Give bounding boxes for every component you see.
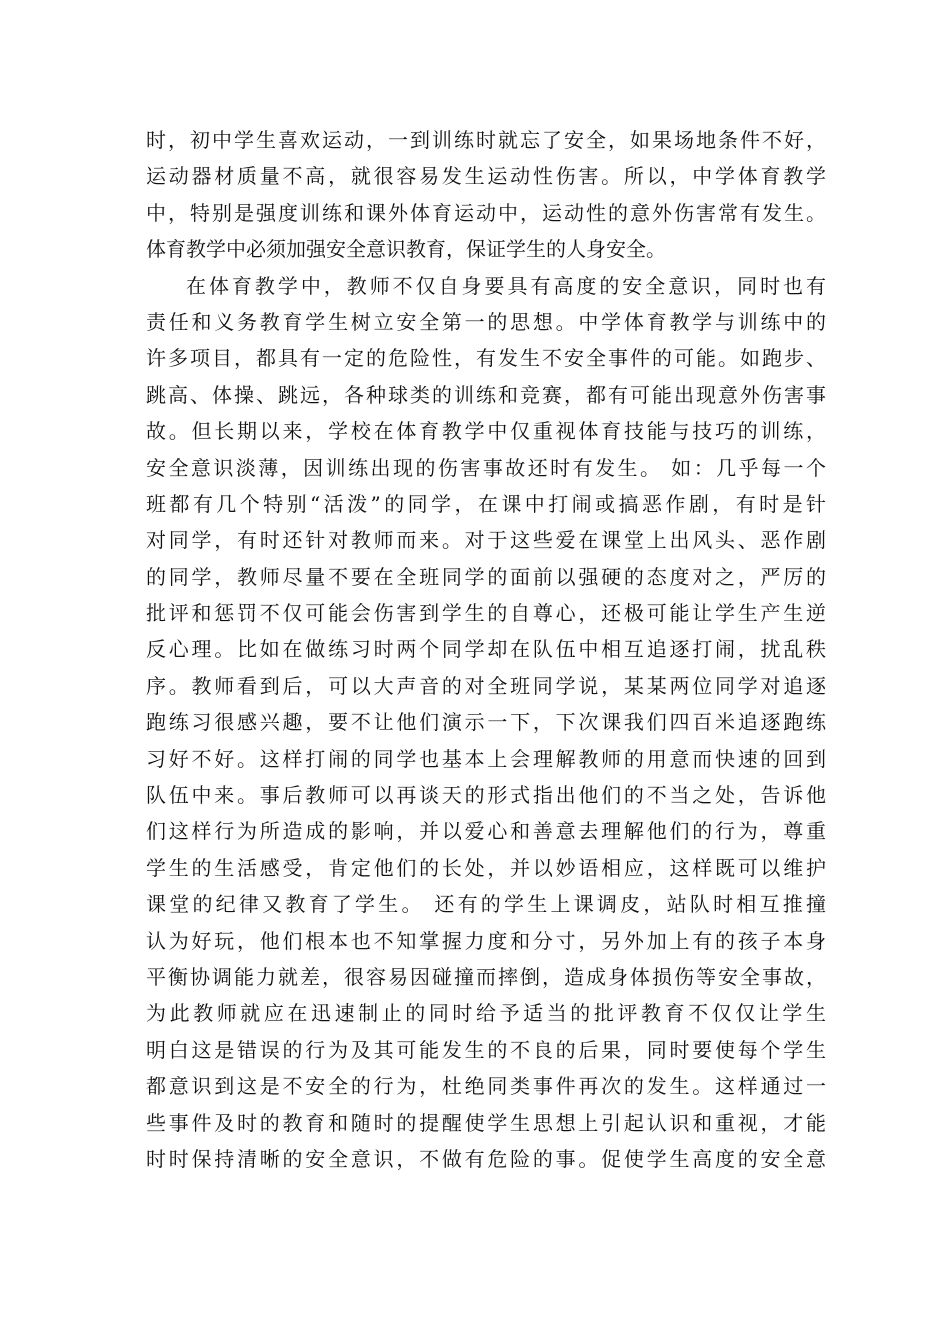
text-line: 序。教师看到后，可以大声音的对全班同学说，某某两位同学对追逐 [146,673,826,698]
text-line: 的同学，教师尽量不要在全班同学的面前以强硬的态度对之，严厉的 [146,564,826,589]
text-line: 为此教师就应在迅速制止的同时给予适当的批评教育不仅仅让学生 [146,1001,826,1026]
text-line: 反心理。比如在做练习时两个同学却在队伍中相互追逐打闹，扰乱秩 [146,637,826,662]
text-line: 学生的生活感受，肯定他们的长处，并以妙语相应，这样既可以维护 [146,855,826,880]
text-line: 在体育教学中，教师不仅自身要具有高度的安全意识，同时也有 [186,273,826,298]
text-line: 们这样行为所造成的影响，并以爱心和善意去理解他们的行为，尊重 [146,819,826,844]
text-line: 习好不好。这样打闹的同学也基本上会理解教师的用意而快速的回到 [146,746,826,771]
text-line: 课堂的纪律又教育了学生。 还有的学生上课调皮，站队时相互推撞 [146,892,826,917]
text-line: 体育教学中必须加强安全意识教育，保证学生的人身安全。 [146,237,666,262]
text-line: 对同学，有时还针对教师而来。对于这些爱在课堂上出风头、恶作剧 [146,528,826,553]
text-line: 责任和义务教育学生树立安全第一的思想。中学体育教学与训练中的 [146,309,826,334]
text-line: 跑练习很感兴趣，要不让他们演示一下，下次课我们四百米追逐跑练 [146,710,826,735]
text-line: 些事件及时的教育和随时的提醒使学生思想上引起认识和重视，才能 [146,1110,826,1135]
text-line: 明白这是错误的行为及其可能发生的不良的后果，同时要使每个学生 [146,1037,826,1062]
text-line: 运动器材质量不高，就很容易发生运动性伤害。所以，中学体育教学 [146,164,826,189]
body-text [146,122,826,1177]
text-line: 批评和惩罚不仅可能会伤害到学生的自尊心，还极可能让学生产生逆 [146,601,826,626]
text-line: 安全意识淡薄，因训练出现的伤害事故还时有发生。 如：几乎每一个 [146,455,826,480]
text-line: 时时保持清晰的安全意识，不做有危险的事。促使学生高度的安全意 [146,1146,826,1171]
text-line: 平衡协调能力就差，很容易因碰撞而摔倒，造成身体损伤等安全事故， [146,964,826,989]
text-line: 许多项目，都具有一定的危险性，有发生不安全事件的可能。如跑步、 [146,346,826,371]
text-line: 班都有几个特别“活泼”的同学，在课中打闹或搞恶作剧，有时是针 [146,491,826,516]
text-line: 跳高、体操、跳远，各种球类的训练和竞赛，都有可能出现意外伤害事 [146,382,826,407]
text-line: 都意识到这是不安全的行为，杜绝同类事件再次的发生。这样通过一 [146,1074,826,1099]
text-line: 故。但长期以来，学校在体育教学中仅重视体育技能与技巧的训练， [146,419,826,444]
text-line: 中，特别是强度训练和课外体育运动中，运动性的意外伤害常有发生。 [146,200,826,225]
text-line: 时，初中学生喜欢运动，一到训练时就忘了安全，如果场地条件不好， [146,128,826,152]
text-line: 认为好玩，他们根本也不知掌握力度和分寸，另外加上有的孩子本身 [146,928,826,953]
text-line: 队伍中来。事后教师可以再谈天的形式指出他们的不当之处，告诉他 [146,783,826,808]
